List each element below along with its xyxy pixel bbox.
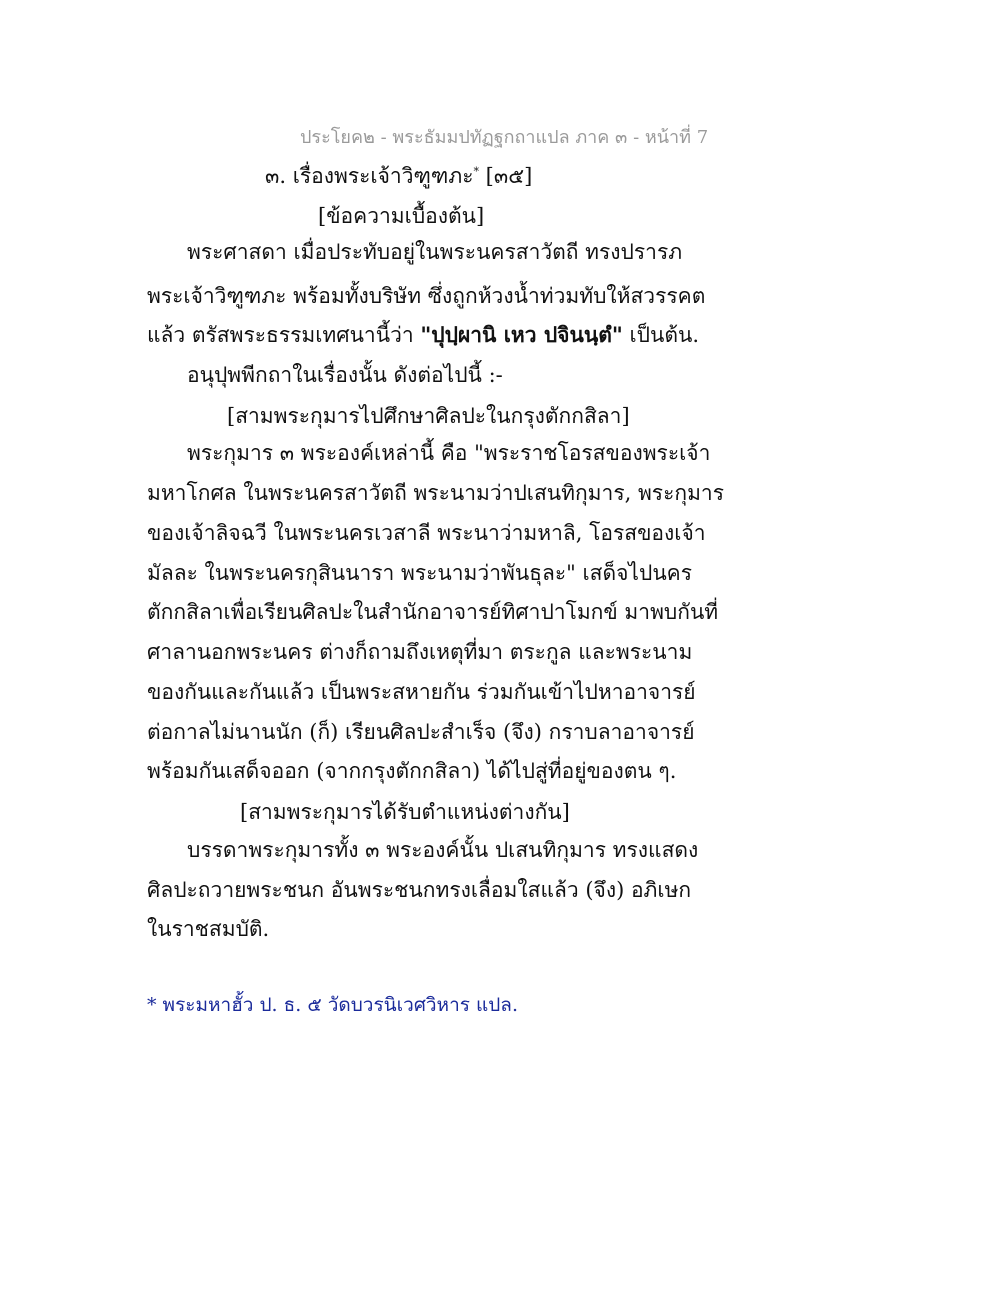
paragraph-1-line-2: พระเจ้าวิฑูฑภะ พร้อมทั้งบริษัท ซึ่งถูกห้วงน้ำท่วมทับให้สวรรคต (147, 284, 706, 308)
paragraph-2-line: ของกันและกันแล้ว เป็นพระสหายกัน ร่วมกันเข้าไปหาอาจารย์ (147, 680, 696, 704)
section-heading-3: [สามพระกุมารได้รับตำแหน่งต่างกัน] (240, 800, 570, 824)
paragraph-3-line: ในราชสมบัติ. (147, 917, 270, 941)
paragraph-1-line-4: อนุปุพพีกถาในเรื่องนั้น ดังต่อไปนี้ :- (187, 363, 503, 387)
paragraph-2-line: ศาลานอกพระนคร ต่างก็ถามถึงเหตุที่มา ตระกูล และพระนาม (147, 640, 693, 664)
paragraph-2-line: มหาโกศล ในพระนครสาวัตถี พระนามว่าปเสนทิกุมาร, พระกุมาร (147, 481, 724, 505)
section-heading-2: [สามพระกุมารไปศึกษาศิลปะในกรุงตักกสิลา] (227, 404, 630, 428)
paragraph-2-line: ของเจ้าลิจฉวี ในพระนครเวสาลี พระนาว่ามหาลิ, โอรสของเจ้า (147, 521, 706, 545)
line-3-end: เป็นต้น. (629, 323, 700, 347)
story-reference: [๓๕] (485, 164, 533, 188)
paragraph-2-line: ต่อกาลไม่นานนัก (ก็) เรียนศิลปะสำเร็จ (จึง) กราบลาอาจารย์ (147, 720, 695, 744)
pali-quote: "ปุปฺผานิ เหว ปจินนฺตํ" (420, 322, 623, 347)
page-header: ประโยค๒ - พระธัมมปทัฏฐกถาแปล ภาค ๓ - หน้าที่ 7 (300, 127, 709, 148)
paragraph-2-line: ตักกสิลาเพื่อเรียนศิลปะในสำนักอาจารย์ทิศาปาโมกข์ มาพบกันที่ (147, 600, 719, 624)
story-title-text: ๓. เรื่องพระเจ้าวิฑูฑภะ (265, 164, 474, 188)
paragraph-3-line: บรรดาพระกุมารทั้ง ๓ พระองค์นั้น ปเสนทิกุมาร ทรงแสดง (187, 838, 699, 862)
paragraph-2-line: พระกุมาร ๓ พระองค์เหล่านี้ คือ "พระราชโอรสของพระเจ้า (187, 441, 711, 465)
line-3-start: แล้ว ตรัสพระธรรมเทศนานี้ว่า (147, 323, 414, 347)
intro-heading: [ข้อความเบื้องต้น] (318, 204, 485, 228)
story-title (265, 160, 532, 193)
footnote-mark: * (473, 165, 479, 178)
translator-footnote: * พระมหาฮั้ว ป. ธ. ๕ วัดบวรนิเวศวิหาร แปล. (147, 994, 518, 1016)
paragraph-1-line-1: พระศาสดา เมื่อประทับอยู่ในพระนครสาวัตถี ทรงปรารภ (187, 240, 683, 264)
paragraph-2-line: พร้อมกันเสด็จออก (จากกรุงตักกสิลา) ได้ไปสู่ที่อยู่ของตน ๆ. (147, 759, 677, 783)
paragraph-2-line: มัลละ ในพระนครกุสินนารา พระนามว่าพันธุละ" เสด็จไปนคร (147, 561, 692, 585)
paragraph-1-line-3 (147, 320, 700, 350)
paragraph-3-line: ศิลปะถวายพระชนก อันพระชนกทรงเลื่อมใสแล้ว (จึง) อภิเษก (147, 878, 692, 902)
